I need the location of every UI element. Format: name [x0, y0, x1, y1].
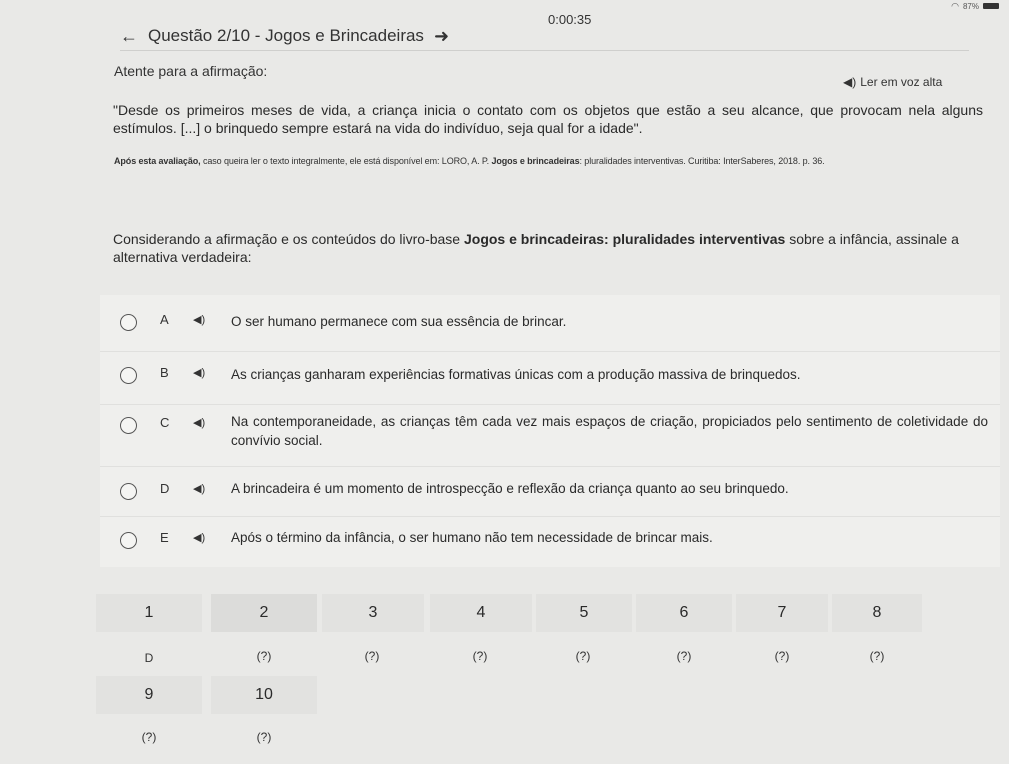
- nav-answer: (?): [575, 649, 591, 663]
- nav-number: 8: [872, 604, 882, 621]
- speaker-icon[interactable]: ◀): [193, 483, 206, 495]
- speaker-icon[interactable]: ◀): [193, 314, 206, 326]
- option-letter: A: [160, 312, 169, 327]
- prompt-text: Atente para a afirmação:: [114, 63, 268, 79]
- speaker-icon[interactable]: ◀): [193, 417, 206, 429]
- option-text: Na contemporaneidade, as crianças têm cada vez mais espaços de criação, propiciados pelo sentimento de coletividade do convívio social.: [231, 414, 988, 448]
- radio-button[interactable]: [120, 532, 137, 549]
- option-c[interactable]: [100, 404, 1000, 467]
- read-aloud-button[interactable]: [843, 75, 942, 89]
- back-arrow-icon[interactable]: ←: [120, 26, 138, 46]
- option-letter: D: [160, 481, 170, 496]
- forward-arrow-icon[interactable]: ➜: [433, 26, 450, 46]
- option-letter: B: [160, 365, 169, 380]
- source-citation: [114, 156, 994, 166]
- option-d[interactable]: [100, 466, 1000, 517]
- nav-answer: (?): [774, 649, 790, 663]
- nav-question-3[interactable]: [322, 594, 424, 632]
- nav-number: 2: [259, 604, 269, 621]
- radio-button[interactable]: [120, 367, 137, 384]
- option-text: O ser humano permanece com sua essência de brincar.: [231, 314, 567, 329]
- option-a[interactable]: [100, 295, 1000, 352]
- wifi-icon: ◠: [951, 0, 959, 11]
- speaker-icon[interactable]: ◀): [193, 367, 206, 379]
- radio-button[interactable]: [120, 483, 137, 500]
- nav-answer: (?): [869, 649, 885, 663]
- nav-answer: (?): [676, 649, 692, 663]
- option-text: As crianças ganharam experiências formativas únicas com a produção massiva de brinquedos.: [231, 367, 801, 382]
- page-title: Questão 2/10 - Jogos e Brincadeiras: [148, 26, 424, 45]
- radio-button[interactable]: [120, 314, 137, 331]
- nav-answer: (?): [364, 649, 380, 663]
- nav-question-8[interactable]: [832, 594, 922, 632]
- nav-answer: (?): [256, 730, 272, 744]
- stem-pre: Considerando a afirmação e os conteúdos do livro-base: [113, 231, 464, 247]
- source-tail: : pluralidades interventivas. Curitiba: InterSaberes, 2018. p. 36.: [579, 156, 825, 166]
- nav-question-5[interactable]: [536, 594, 632, 632]
- option-letter: C: [160, 415, 170, 430]
- source-middle: caso queira ler o texto integralmente, ele está disponível em: LORO, A. P.: [200, 156, 492, 166]
- nav-number: 6: [679, 604, 689, 621]
- nav-question-6[interactable]: [636, 594, 732, 632]
- question-stem: [113, 230, 993, 266]
- source-book: Jogos e brincadeiras: [491, 156, 580, 166]
- timer: 0:00:35: [548, 12, 592, 27]
- stem-post: sobre a infância, assinale a alternativa verdadeira:: [113, 231, 959, 265]
- nav-answer: (?): [472, 649, 488, 663]
- nav-question-10[interactable]: [211, 676, 317, 714]
- battery-percent: 87%: [962, 1, 979, 11]
- battery-icon: [983, 3, 999, 9]
- nav-answer: D: [144, 651, 154, 665]
- status-bar: [951, 0, 999, 12]
- option-text: Após o término da infância, o ser humano não tem necessidade de brincar mais.: [231, 530, 713, 545]
- nav-question-7[interactable]: [736, 594, 828, 632]
- nav-question-4[interactable]: [430, 594, 532, 632]
- source-lead: Após esta avaliação,: [114, 156, 201, 166]
- option-text: A brincadeira é um momento de introspecção e reflexão da criança quanto ao seu brinquedo.: [231, 481, 789, 496]
- nav-question-9[interactable]: [96, 676, 202, 714]
- option-b[interactable]: [100, 351, 1000, 405]
- stem-book: Jogos e brincadeiras: pluralidades interventivas: [463, 231, 786, 247]
- nav-answer: (?): [141, 730, 157, 744]
- read-aloud-label: Ler em voz alta: [860, 75, 943, 89]
- nav-number: 7: [777, 604, 787, 621]
- option-e[interactable]: [100, 516, 1000, 567]
- quote-text: "Desde os primeiros meses de vida, a criança inicia o contato com os objetos que estão a seu alcance, que provocam nela alguns estímulos. [...] o brinquedo sempre estará na vida do indivíduo, seja qual for a idade".: [113, 102, 983, 136]
- nav-number: 3: [368, 604, 378, 621]
- options-list: [100, 295, 1000, 567]
- option-letter: E: [160, 530, 169, 545]
- nav-number: 4: [476, 604, 486, 621]
- question-header: [120, 22, 969, 51]
- nav-number: 10: [255, 686, 273, 703]
- nav-answer: (?): [256, 649, 272, 663]
- speaker-icon[interactable]: ◀): [193, 532, 206, 544]
- nav-number: 1: [144, 604, 154, 621]
- nav-number: 9: [144, 686, 154, 703]
- nav-question-2[interactable]: [211, 594, 317, 632]
- nav-number: 5: [579, 604, 589, 621]
- radio-button[interactable]: [120, 417, 137, 434]
- nav-question-1[interactable]: [96, 594, 202, 632]
- speaker-icon: ◀​): [843, 75, 857, 89]
